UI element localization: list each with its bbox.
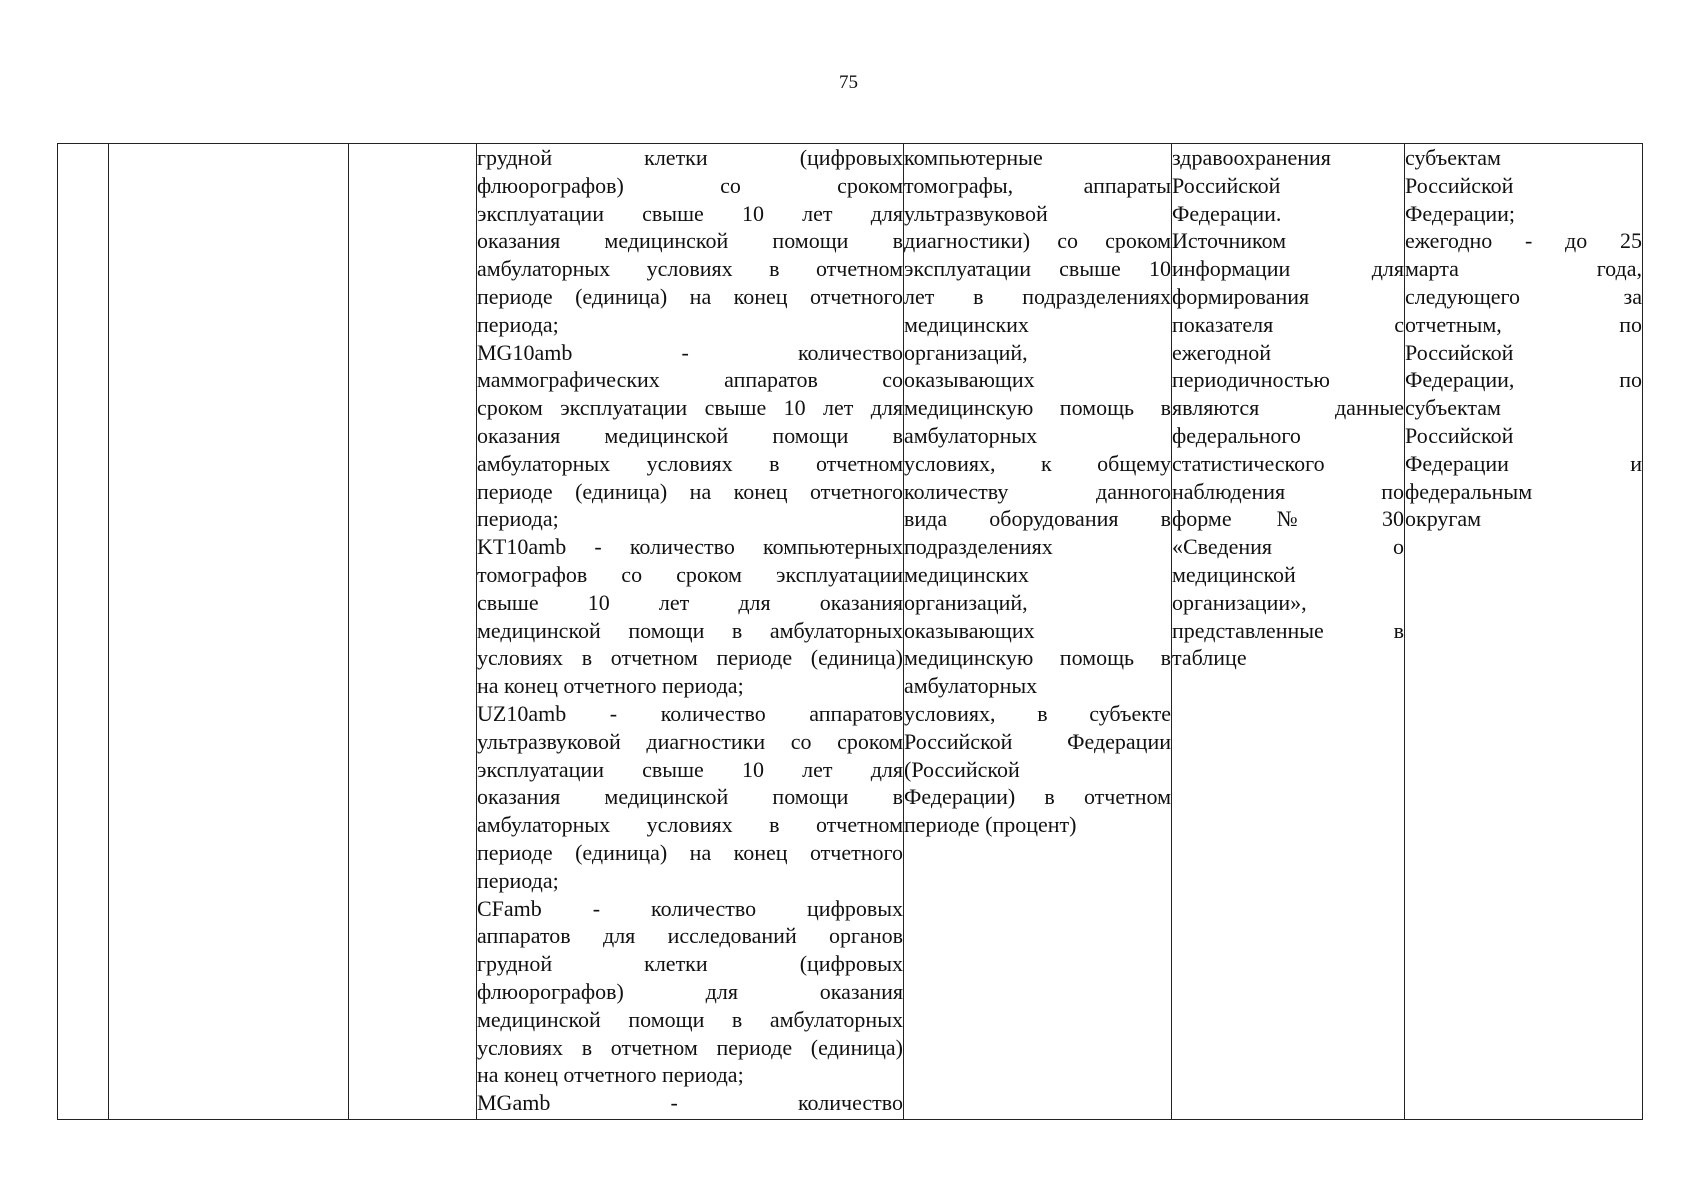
- text-line: таблице: [1172, 645, 1247, 671]
- text-line: периода;: [477, 867, 559, 893]
- text-line: организаций,: [904, 339, 1028, 365]
- text-line: подразделениях: [904, 534, 1053, 560]
- cell-unit: [349, 144, 477, 1120]
- cell-reporting-schedule: [1405, 144, 1643, 1120]
- text-line: Источником: [1172, 228, 1287, 254]
- cell-indicator-definition: [904, 144, 1172, 1120]
- text-line: являются данные: [1172, 395, 1404, 421]
- text-line: ежегодно - до 25: [1405, 228, 1642, 254]
- text-line: субъектам: [1405, 395, 1501, 421]
- text-line: оказания медицинской помощи в: [477, 422, 903, 448]
- text-line: субъектам: [1405, 145, 1501, 170]
- text-line: медицинских: [904, 311, 1029, 337]
- text-line: MG10amb - количество: [477, 339, 903, 365]
- text-line: томографов со сроком эксплуатации: [477, 561, 903, 587]
- text-line: условиях, в субъекте: [904, 700, 1171, 726]
- text-line: ультразвуковой диагностики со сроком: [477, 728, 903, 754]
- text-line: следующего за: [1405, 283, 1642, 309]
- text-line: организации»,: [1172, 589, 1307, 615]
- text-line: организаций,: [904, 589, 1028, 615]
- text-line: эксплуатации свыше 10: [904, 256, 1171, 282]
- text-line: медицинской помощи в амбулаторных: [477, 1006, 903, 1032]
- text-line: медицинской помощи в амбулаторных: [477, 617, 903, 643]
- cell-data-source: [1172, 144, 1405, 1120]
- text-line: «Сведения о: [1172, 534, 1404, 560]
- text-line: Федерации;: [1405, 200, 1516, 226]
- text-line: периоде (единица) на конец отчетного: [477, 478, 903, 504]
- cell-calculation-method: [477, 144, 904, 1120]
- text-line: медицинскую помощь в: [904, 645, 1171, 671]
- text-line: эксплуатации свыше 10 лет для: [477, 200, 903, 226]
- text-line: медицинских: [904, 561, 1029, 587]
- text-line: CFamb - количество цифровых: [477, 895, 903, 921]
- text-line: Федерации, по: [1405, 367, 1642, 393]
- text-line: Федерации.: [1172, 200, 1282, 226]
- text-line: здравоохранения: [1172, 145, 1331, 170]
- text-line: периоде (единица) на конец отчетного: [477, 839, 903, 865]
- text-line: оказывающих: [904, 367, 1035, 393]
- text-line: свыше 10 лет для оказания: [477, 589, 903, 615]
- text-line: отчетным, по: [1405, 311, 1642, 337]
- text-line: марта года,: [1405, 256, 1642, 282]
- text-line: амбулаторных: [904, 422, 1038, 448]
- text-line: условиях, к общему: [904, 450, 1171, 476]
- text-line: амбулаторных условиях в отчетном: [477, 256, 903, 282]
- text-line: периодичностью: [1172, 367, 1330, 393]
- text-line: условиях в отчетном периоде (единица): [477, 645, 903, 671]
- text-line: статистического: [1172, 450, 1325, 476]
- text-line: Российской: [1405, 339, 1514, 365]
- text-line: Федерации) в отчетном: [904, 784, 1171, 810]
- text-line: KT10amb - количество компьютерных: [477, 534, 903, 560]
- text-line: представленные в: [1172, 617, 1404, 643]
- text-line: периоде (процент): [904, 812, 1077, 838]
- text-line: федерального: [1172, 422, 1301, 448]
- text-line: аппаратов для исследований органов: [477, 923, 903, 949]
- text-line: Российской: [1405, 422, 1514, 448]
- text-line: сроком эксплуатации свыше 10 лет для: [477, 395, 903, 421]
- indicator-table: [57, 143, 1643, 1120]
- text-line: ежегодной: [1172, 339, 1272, 365]
- text-line: вида оборудования в: [904, 506, 1171, 532]
- text-line: Российской Федерации: [904, 728, 1171, 754]
- text-line: амбулаторных условиях в отчетном: [477, 450, 903, 476]
- text-line: оказания медицинской помощи в: [477, 228, 903, 254]
- text-line: (Российской: [904, 756, 1020, 782]
- cell-indicator-name: [109, 144, 349, 1120]
- text-line: оказания медицинской помощи в: [477, 784, 903, 810]
- text-line: компьютерные: [904, 145, 1043, 170]
- text-line: на конец отчетного периода;: [477, 673, 744, 699]
- text-line: оказывающих: [904, 617, 1035, 643]
- text-line: медицинской: [1172, 561, 1296, 587]
- text-line: эксплуатации свыше 10 лет для: [477, 756, 903, 782]
- text-line: округам: [1405, 506, 1482, 532]
- text-line: количеству данного: [904, 478, 1171, 504]
- text-line: периода;: [477, 311, 559, 337]
- table-row: [58, 144, 1643, 1120]
- text-line: на конец отчетного периода;: [477, 1062, 744, 1088]
- text-line: периода;: [477, 506, 559, 532]
- text-line: маммографических аппаратов со: [477, 367, 903, 393]
- text-line: наблюдения по: [1172, 478, 1404, 504]
- text-line: Российской: [1405, 172, 1514, 198]
- text-line: показателя с: [1172, 311, 1404, 337]
- text-line: формирования: [1172, 283, 1310, 309]
- text-line: диагностики) со сроком: [904, 228, 1171, 254]
- text-line: грудной клетки (цифровых: [477, 951, 903, 977]
- text-line: MGamb - количество: [477, 1090, 903, 1116]
- text-line: амбулаторных: [904, 673, 1038, 699]
- text-line: флюорографов) для оказания: [477, 978, 903, 1004]
- text-line: федеральным: [1405, 478, 1533, 504]
- text-line: медицинскую помощь в: [904, 395, 1171, 421]
- text-line: форме № 30: [1172, 506, 1404, 532]
- text-line: грудной клетки (цифровых: [477, 145, 903, 170]
- text-line: флюорографов) со сроком: [477, 172, 903, 198]
- text-line: лет в подразделениях: [904, 283, 1171, 309]
- text-line: UZ10amb - количество аппаратов: [477, 700, 903, 726]
- text-line: периоде (единица) на конец отчетного: [477, 283, 903, 309]
- text-line: условиях в отчетном периоде (единица): [477, 1034, 903, 1060]
- text-line: амбулаторных условиях в отчетном: [477, 812, 903, 838]
- text-line: информации для: [1172, 256, 1404, 282]
- text-line: Федерации и: [1405, 450, 1642, 476]
- text-line: томографы, аппараты: [904, 172, 1171, 198]
- text-line: ультразвуковой: [904, 200, 1048, 226]
- text-line: Российской: [1172, 172, 1281, 198]
- page-number: 75: [839, 72, 858, 93]
- cell-number: [58, 144, 109, 1120]
